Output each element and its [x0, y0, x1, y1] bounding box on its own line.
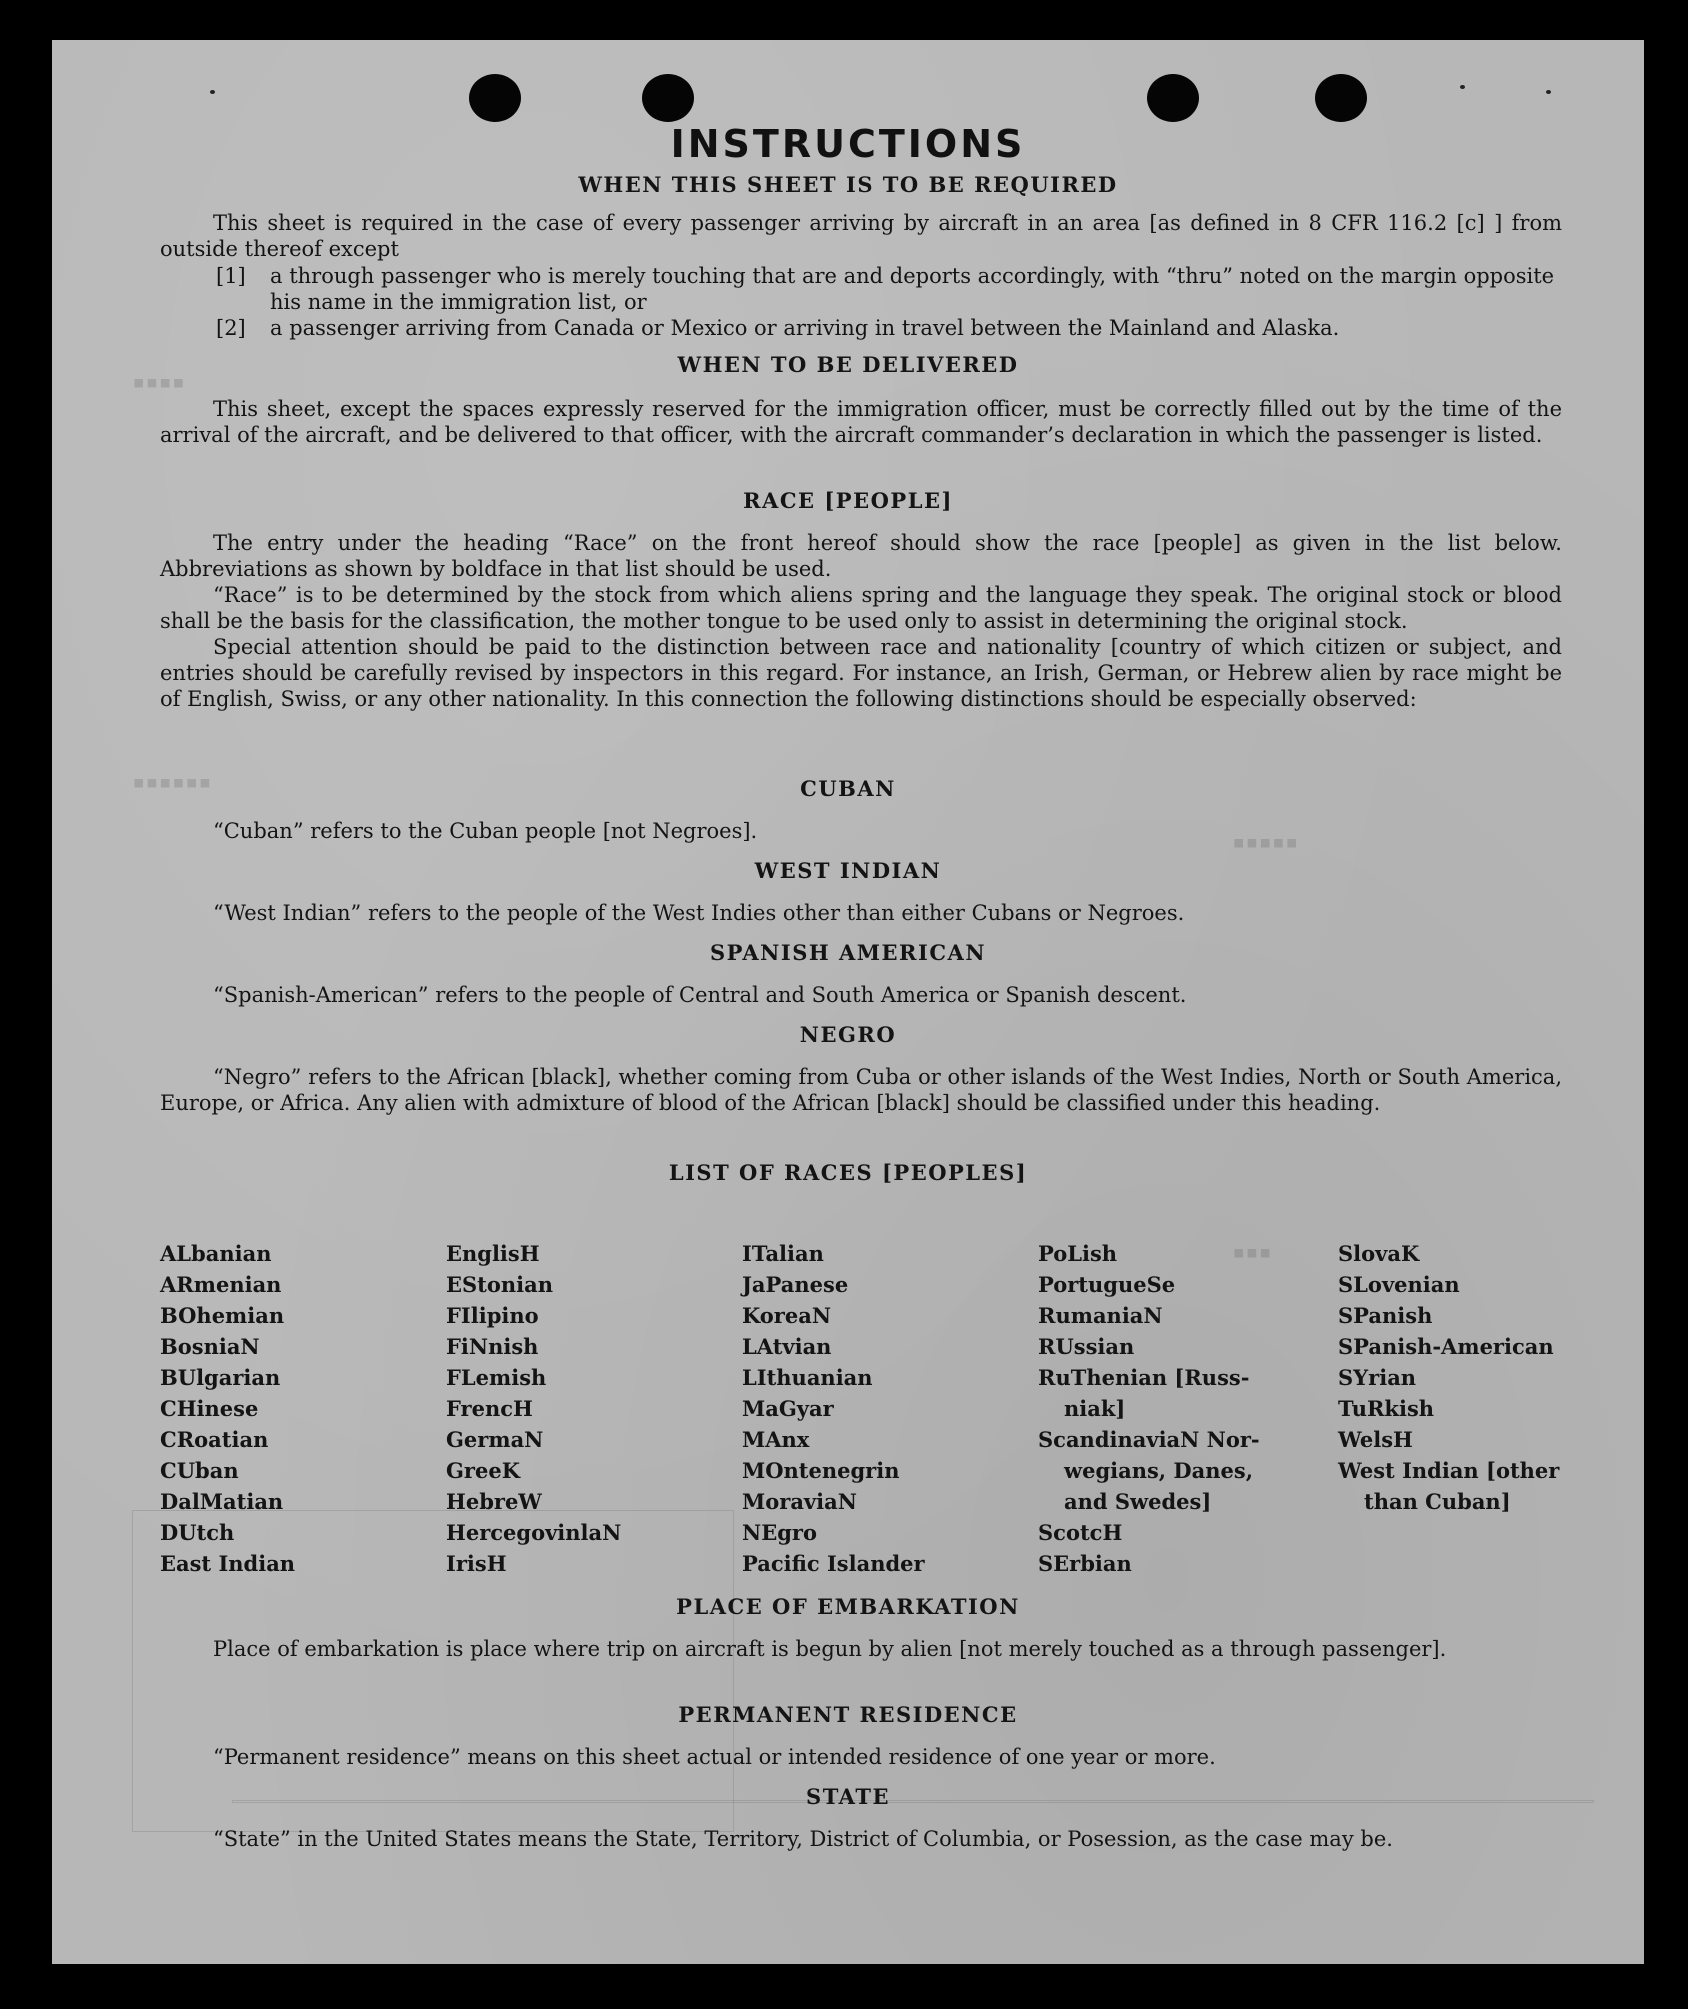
race-entry: EnglisH: [446, 1241, 540, 1266]
race-entry: WelsH: [1338, 1427, 1413, 1452]
when-required-intro-text: This sheet is required in the case of every passenger arriving by aircraft in an area [as defined in 8 CFR 116.2 [c] ] from outside thereof except: [160, 211, 1562, 261]
section-heading-permanent-residence: PERMANENT RESIDENCE: [678, 1702, 1018, 1727]
race-entry: SPanish: [1338, 1303, 1433, 1328]
race-entry: HebreW: [446, 1489, 542, 1514]
race-entry: KoreaN: [742, 1303, 832, 1328]
race-entry: ScotcH: [1038, 1520, 1123, 1545]
item-label: [1]: [216, 264, 246, 288]
section-heading-when-required: WHEN THIS SHEET IS TO BE REQUIRED: [578, 172, 1118, 197]
race-entry: NEgro: [742, 1520, 817, 1545]
race-column-4: [1038, 1238, 1260, 1579]
punch-hole: [642, 74, 694, 122]
spanish-american-paragraph: [160, 982, 1562, 1008]
document-sheet: [52, 40, 1644, 1964]
cuban-text: “Cuban” refers to the Cuban people [not Negroes].: [213, 819, 758, 843]
race-entry-continuation: than Cuban]: [1364, 1489, 1511, 1514]
race-entry: FLemish: [446, 1365, 547, 1390]
race-paragraph-2: “Race” is to be determined by the stock from which aliens spring and the language they speak. The original stock or blood shall be the basis for the classification, the mother tongue to be used only to assist in determining the original stock.: [160, 583, 1562, 633]
race-entry: SYrian: [1338, 1365, 1417, 1390]
when-required-item-2: [216, 315, 1562, 341]
section-heading-west-indian: WEST INDIAN: [754, 858, 942, 883]
race-column-3: [742, 1238, 925, 1579]
race-entry: ScandinaviaN Nor-: [1038, 1427, 1260, 1452]
speck: [1546, 90, 1551, 94]
race-entry: JaPanese: [742, 1272, 849, 1297]
race-entry: Pacific Islander: [742, 1551, 925, 1576]
race-entry: RuThenian [Russ-: [1038, 1365, 1250, 1390]
section-heading-race: RACE [PEOPLE]: [743, 488, 953, 513]
race-column-5: [1338, 1238, 1559, 1517]
race-entry: FIlipino: [446, 1303, 539, 1328]
spanish-american-text: “Spanish-American” refers to the people of Central and South America or Spanish descent.: [213, 983, 1187, 1007]
race-entry: BOhemian: [160, 1303, 285, 1328]
race-entry: SlovaK: [1338, 1241, 1420, 1266]
residence-text: “Permanent residence” means on this sheet actual or intended residence of one year or more.: [213, 1745, 1216, 1769]
section-heading-embarkation: PLACE OF EMBARKATION: [676, 1594, 1020, 1619]
race-entry: FiNnish: [446, 1334, 539, 1359]
race-entry: BosniaN: [160, 1334, 260, 1359]
race-entry: DalMatian: [160, 1489, 284, 1514]
race-entry: FrencH: [446, 1396, 533, 1421]
race-entry: LAtvian: [742, 1334, 832, 1359]
race-entry: PoLish: [1038, 1241, 1118, 1266]
race-entry: GermaN: [446, 1427, 544, 1452]
section-heading-negro: NEGRO: [799, 1022, 897, 1047]
race-entry: LIthuanian: [742, 1365, 873, 1390]
when-delivered-paragraph: [160, 396, 1562, 448]
race-entry: SErbian: [1038, 1551, 1132, 1576]
race-entry: CRoatian: [160, 1427, 269, 1452]
negro-paragraph: [160, 1064, 1562, 1116]
when-required-item-1: [216, 263, 1562, 315]
section-heading-cuban: CUBAN: [800, 776, 896, 801]
section-heading-list-of-races: LIST OF RACES [PEOPLES]: [668, 1160, 1028, 1185]
state-paragraph: [160, 1826, 1562, 1852]
punch-hole: [1147, 74, 1199, 122]
race-entry: East Indian: [160, 1551, 296, 1576]
race-entry: BUlgarian: [160, 1365, 281, 1390]
negro-text: “Negro” refers to the African [black], whether coming from Cuba or other islands of the West Indies, North or South America, Europe, or Africa. Any alien with admixture of blood of the African [black] should be classified under this heading.: [160, 1065, 1562, 1115]
section-heading-spanish-american: SPANISH AMERICAN: [709, 940, 987, 965]
embarkation-text: Place of embarkation is place where trip on aircraft is begun by alien [not merely touched as a through passenger].: [213, 1637, 1447, 1661]
race-entry-continuation: niak]: [1064, 1396, 1126, 1421]
race-list: [160, 1238, 1620, 1588]
item-text: a passenger arriving from Canada or Mexico or arriving in travel between the Mainland and Alaska.: [270, 316, 1340, 340]
race-entry: CHinese: [160, 1396, 259, 1421]
race-entry: MoraviaN: [742, 1489, 857, 1514]
race-paragraph-1: The entry under the heading “Race” on the front hereof should show the race [people] as given in the list below. Abbreviations as shown by boldface in that list should be used.: [160, 531, 1562, 581]
race-entry: MOntenegrin: [742, 1458, 900, 1483]
punch-hole: [469, 74, 521, 122]
page-title: INSTRUCTIONS: [670, 122, 1026, 166]
speck: [210, 90, 215, 94]
race-column-1: [160, 1238, 295, 1579]
race-entry: EStonian: [446, 1272, 553, 1297]
race-entry: MaGyar: [742, 1396, 834, 1421]
state-text: “State” in the United States means the State, Territory, District of Columbia, or Posession, as the case may be.: [213, 1827, 1393, 1851]
west-indian-text: “West Indian” refers to the people of the West Indies other than either Cubans or Negroes.: [213, 901, 1185, 925]
west-indian-paragraph: [160, 900, 1562, 926]
race-entry: PortugueSe: [1038, 1272, 1176, 1297]
race-entry: DUtch: [160, 1520, 235, 1545]
show-through: ▪▪▪▪: [132, 370, 185, 395]
race-entry: HercegovinlaN: [446, 1520, 622, 1545]
race-entry: West Indian [other: [1338, 1458, 1560, 1483]
residence-paragraph: [160, 1744, 1562, 1770]
race-entry: RUssian: [1038, 1334, 1135, 1359]
speck: [1460, 85, 1465, 89]
section-heading-state: STATE: [806, 1784, 890, 1809]
show-through: ▪▪▪: [1232, 1240, 1272, 1265]
race-entry: ITalian: [742, 1241, 824, 1266]
section-heading-when-delivered: WHEN TO BE DELIVERED: [677, 352, 1019, 377]
item-text: a through passenger who is merely touching that are and deports accordingly, with “thru” noted on the margin opposite his name in the immigration list, or: [270, 264, 1555, 314]
race-entry: ARmenian: [160, 1272, 282, 1297]
race-entry: GreeK: [446, 1458, 520, 1483]
punch-hole: [1315, 74, 1367, 122]
cuban-paragraph: [160, 818, 1562, 844]
race-entry-continuation: wegians, Danes,: [1064, 1458, 1253, 1483]
when-required-intro: [160, 210, 1562, 262]
race-column-2: [446, 1238, 621, 1579]
race-entry: RumaniaN: [1038, 1303, 1163, 1328]
race-entry: SLovenian: [1338, 1272, 1460, 1297]
race-entry: IrisH: [446, 1551, 507, 1576]
race-entry: CUban: [160, 1458, 239, 1483]
show-through: ▪▪▪▪▪▪: [132, 770, 212, 795]
when-delivered-text: This sheet, except the spaces expressly reserved for the immigration officer, must be correctly filled out by the time of the arrival of the aircraft, and be delivered to that officer, with the aircraft commander’s declaration in which the passenger is listed.: [160, 397, 1562, 447]
race-paragraphs: [160, 530, 1562, 712]
race-paragraph-3: Special attention should be paid to the distinction between race and nationality [country of which citizen or subject, and entries should be carefully revised by inspectors in this regard. For instance, an Irish, German, or Hebrew alien by race might be of English, Swiss, or any other nationality. In this connection the following distinctions should be especially observed:: [160, 635, 1562, 711]
item-label: [2]: [216, 316, 246, 340]
embarkation-paragraph: [160, 1636, 1562, 1662]
race-entry: ALbanian: [160, 1241, 272, 1266]
race-entry: MAnx: [742, 1427, 810, 1452]
race-entry: SPanish-American: [1338, 1334, 1554, 1359]
show-through: ▪▪▪▪▪: [1232, 830, 1299, 855]
race-entry-continuation: and Swedes]: [1064, 1489, 1212, 1514]
race-entry: TuRkish: [1338, 1396, 1435, 1421]
